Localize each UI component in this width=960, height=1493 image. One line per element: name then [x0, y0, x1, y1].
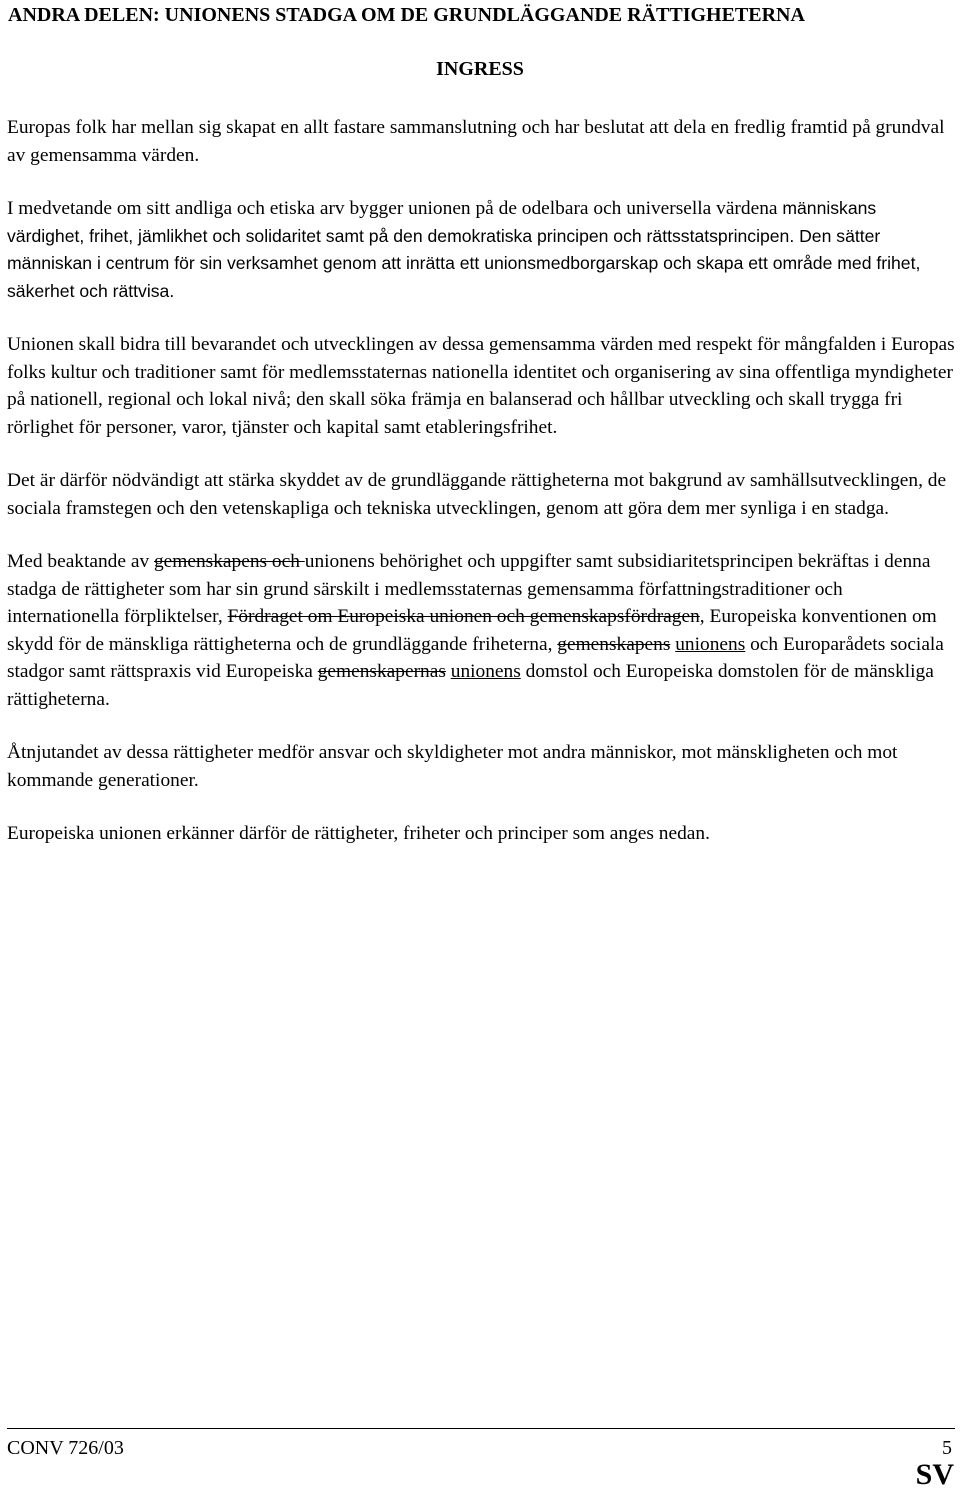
- p5-text-5: och Europarådets sociala stadgor samt rättspraxis vid Europeiska: [7, 633, 944, 682]
- p5-deleted-2: Fördraget om Europeiska unionen och gemenskapsfördragen: [227, 606, 700, 627]
- paragraph-7: Europeiska unionen erkänner därför de rättigheter, friheter och principer som anges nedan.: [7, 823, 710, 844]
- p5-inserted-1: unionens: [675, 633, 746, 655]
- p5-deleted-1: gemenskapens och: [153, 551, 305, 572]
- p5-inserted-2: unionens: [450, 661, 521, 682]
- paragraph-3: Unionen skall bidra till bevarandet och utvecklingen av dessa gemensamma värden med respekt för mångfalden i Europas folks kultur och traditioner samt för medlemsstaternas nationella identitet och organisering av sina offentliga myndigheter på nationell, regional och lokal nivå; den skall söka främja en balanserad och hållbar utveckling och skall trygga fri rörlighet för personer, varor, tjänster och kapital samt etableringsfrihet.: [7, 334, 955, 438]
- paragraph-1: Europas folk har mellan sig skapat en allt fastare sammanslutning och har beslutat att dela en fredlig framtid på grundval av gemensamma värden.: [7, 117, 945, 166]
- section-title: INGRESS: [436, 58, 524, 80]
- paragraph-4: Det är därför nödvändigt att stärka skyddet av de grundläggande rättigheterna mot bakgrund av samhällsutvecklingen, de sociala framstegen och den vetenskapliga och tekniska utvecklingen, genom att göra dem mer synliga i en stadga.: [7, 470, 947, 519]
- paragraph-2-serif: I medvetande om sitt andliga och etiska arv bygger unionen på de odelbara och universella värdena: [7, 198, 783, 219]
- paragraph-5: [7, 548, 955, 713]
- p5-text-1: Med beaktande av: [7, 551, 154, 572]
- footer-divider: [7, 1428, 955, 1429]
- p5-deleted-4: gemenskapernas: [317, 661, 446, 682]
- paragraph-6: Åtnjutandet av dessa rättigheter medför ansvar och skyldigheter mot andra människor, mot mänskligheten och mot kommande generationer.: [7, 742, 898, 791]
- p5-text-7: domstol och Europeiska domstolen för de mänskliga rättigheterna.: [7, 661, 934, 710]
- paragraph-2: [7, 195, 955, 305]
- preamble-body: [7, 114, 955, 874]
- p5-deleted-3: gemenskapens: [557, 633, 671, 655]
- paragraph-2-sans: människans värdighet, frihet, jämlikhet och solidaritet samt på den demokratiska principen och rättsstatsprincipen. Den sätter människan i centrum för sin verksamhet genom att inrätta ett unionsmedborgarskap och skapa ett område med frihet, säkerhet och rättvisa.: [7, 198, 921, 301]
- page-number: 5: [942, 1437, 952, 1459]
- p5-text-2: unionens behörighet och uppgifter samt subsidiaritetsprincipen bekräftas i denna stadga de rättigheter som har sin grund särskilt i medlemsstaternas gemensamma författningstraditioner och internationella förpliktelser,: [7, 551, 931, 627]
- page-heading: ANDRA DELEN: UNIONENS STADGA OM DE GRUNDLÄGGANDE RÄTTIGHETERNA: [8, 4, 805, 26]
- document-reference: CONV 726/03: [7, 1437, 124, 1459]
- language-code: SV: [915, 1458, 954, 1491]
- p5-text-3: , Europeiska konventionen om skydd för de mänskliga rättigheterna och de grundläggande friheterna,: [7, 606, 937, 655]
